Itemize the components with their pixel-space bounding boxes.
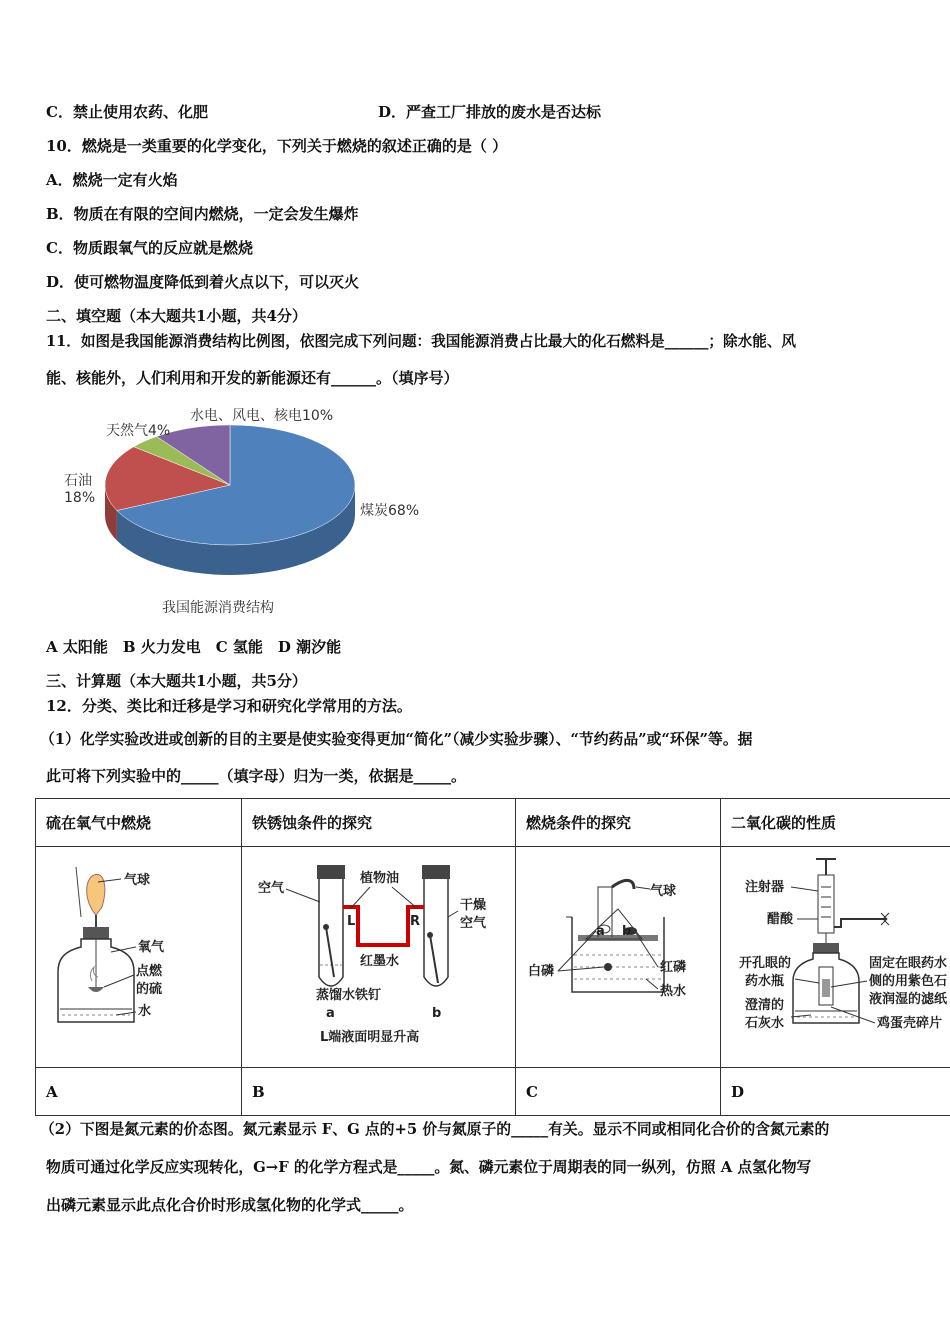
syringe [818,875,834,933]
tube-b-cap [422,865,450,879]
label-lime-1: 澄清的 [745,998,785,1013]
header-a: 硫在氧气中燃烧 [36,799,242,847]
label-dry-1: 干燥 [460,898,487,913]
label-fixed-1: 固定在眼药水 [869,956,948,971]
label-caption: L端液面明显升高 [320,1030,420,1045]
q10-option-d: D．使可燃物温度降低到着火点以下，可以灭火 [46,273,360,291]
section2-title: 二、填空题（本大题共1小题，共4分） [46,307,307,325]
label-oil: 植物油 [360,871,400,886]
letter-c: C [516,1068,721,1116]
label-hot-water: 热水 [660,984,687,999]
experiment-table [35,798,950,1116]
figure-b [242,847,515,1067]
spoon [88,987,104,992]
label-air: 空气 [258,881,285,896]
label-red-ink: 红墨水 [360,954,400,969]
label-white-p: 白磷 [528,964,555,979]
tube-a [319,879,343,986]
header-d: 二氧化碳的性质 [721,799,950,847]
label-r: R [410,914,421,929]
pie-title: 我国能源消费结构 [162,600,274,616]
balloon-shape [87,874,105,915]
label-burning-2: 的硫 [136,982,163,997]
q10-option-b: B．物质在有限的空间内燃烧，一定会发生爆炸 [46,205,359,223]
tube-a-cap [317,865,345,879]
label-balloon: 气球 [124,873,151,888]
label-water-nail: 蒸馏水铁钉 [316,988,382,1003]
q10-option-a: A．燃烧一定有火焰 [46,171,178,189]
letter-a: A [36,1068,242,1116]
pie-label-oil-2: 18% [64,490,96,506]
letter-b: B [242,1068,516,1116]
pie-label-coal: 煤炭68% [360,503,420,519]
pie-label-oil-1: 石油 [64,473,92,489]
label-red-p: 红磷 [660,960,687,975]
stopper [83,927,109,939]
figure-c-cell [516,847,721,1068]
figure-a-cell [36,847,242,1068]
pie-label-gas: 天然气4% [106,423,171,439]
label-a: a [326,1006,335,1021]
label-balloon-c: 气球 [650,884,677,899]
label-oxygen: 氧气 [138,940,165,955]
label-water: 水 [138,1004,152,1019]
label-fixed-2: 侧的用紫色石 [869,974,948,989]
figure-d-cell [721,847,950,1068]
q9-option-c: C．禁止使用农药、化肥 [46,103,208,121]
q11-stem-line2: 能、核能外，人们利用和开发的新能源还有______。（填序号） [46,369,459,387]
figure-a [36,847,241,1067]
label-burning-1: 点燃 [136,964,163,979]
pie-top [105,425,355,545]
label-dry-2: 空气 [460,916,487,931]
q12-part2-line3: 出磷元素显示此点化合价时形成氢化物的化学式_____。 [46,1196,414,1214]
label-b: b [432,1006,442,1021]
q12-stem: 12．分类、类比和迁移是学习和研究化学常用的方法。 [46,697,412,715]
label-bottle-1: 开孔眼的 [739,956,792,971]
q10-option-c: C．物质跟氧气的反应就是燃烧 [46,239,253,257]
figure-c [516,847,720,1067]
q11-stem-line1: 11．如图是我国能源消费结构比例图，依图完成下列问题：我国能源消费占比最大的化石燃料是______；除水能、风 [46,333,797,350]
q11-options: A 太阳能 B 火力发电 C 氢能 D 潮汐能 [46,638,342,656]
letter-d: D [721,1068,950,1116]
figure-b-cell [242,847,516,1068]
label-l: L [347,914,356,929]
label-eggshell: 鸡蛋壳碎片 [877,1016,943,1031]
q10-stem: 10．燃烧是一类重要的化学变化，下列关于燃烧的叙述正确的是（ ） [46,137,508,155]
figure-d [721,847,950,1067]
label-fixed-3: 液润湿的滤纸 [869,992,948,1007]
label-acid: 醋酸 [767,912,794,927]
header-b: 铁锈蚀条件的探究 [242,799,516,847]
section3-title: 三、计算题（本大题共1小题，共5分） [46,672,307,690]
q12-part1-line2: 此可将下列实验中的_____（填字母）归为一类，依据是_____。 [46,767,467,785]
pie-label-hydro: 水电、风电、核电10% [190,408,334,424]
label-pa: a [596,924,605,939]
label-lime-2: 石灰水 [745,1016,785,1031]
label-pb: b [622,924,632,939]
q9-option-d: D．严查工厂排放的废水是否达标 [378,103,602,121]
q12-part2-line2: 物质可通过化学反应实现转化，G→F 的化学方程式是_____。氮、磷元素位于周期表的同一纵列，仿照 A 点氢化物写 [46,1159,812,1176]
label-bottle-2: 药水瓶 [745,974,785,989]
q12-part2-line1: （2）下图是氮元素的价态图。氮元素显示 F、G 点的+5 价与氮原子的_____有关。显示不同或相同化合价的含氮元素的 [40,1121,830,1138]
header-c: 燃烧条件的探究 [516,799,721,847]
q12-part1-line1: （1）化学实验改进或创新的目的主要是使实验变得更加“简化”（减少实验步骤）、“节约药品”或“环保”等。据 [40,731,753,748]
label-syringe: 注射器 [745,880,785,895]
